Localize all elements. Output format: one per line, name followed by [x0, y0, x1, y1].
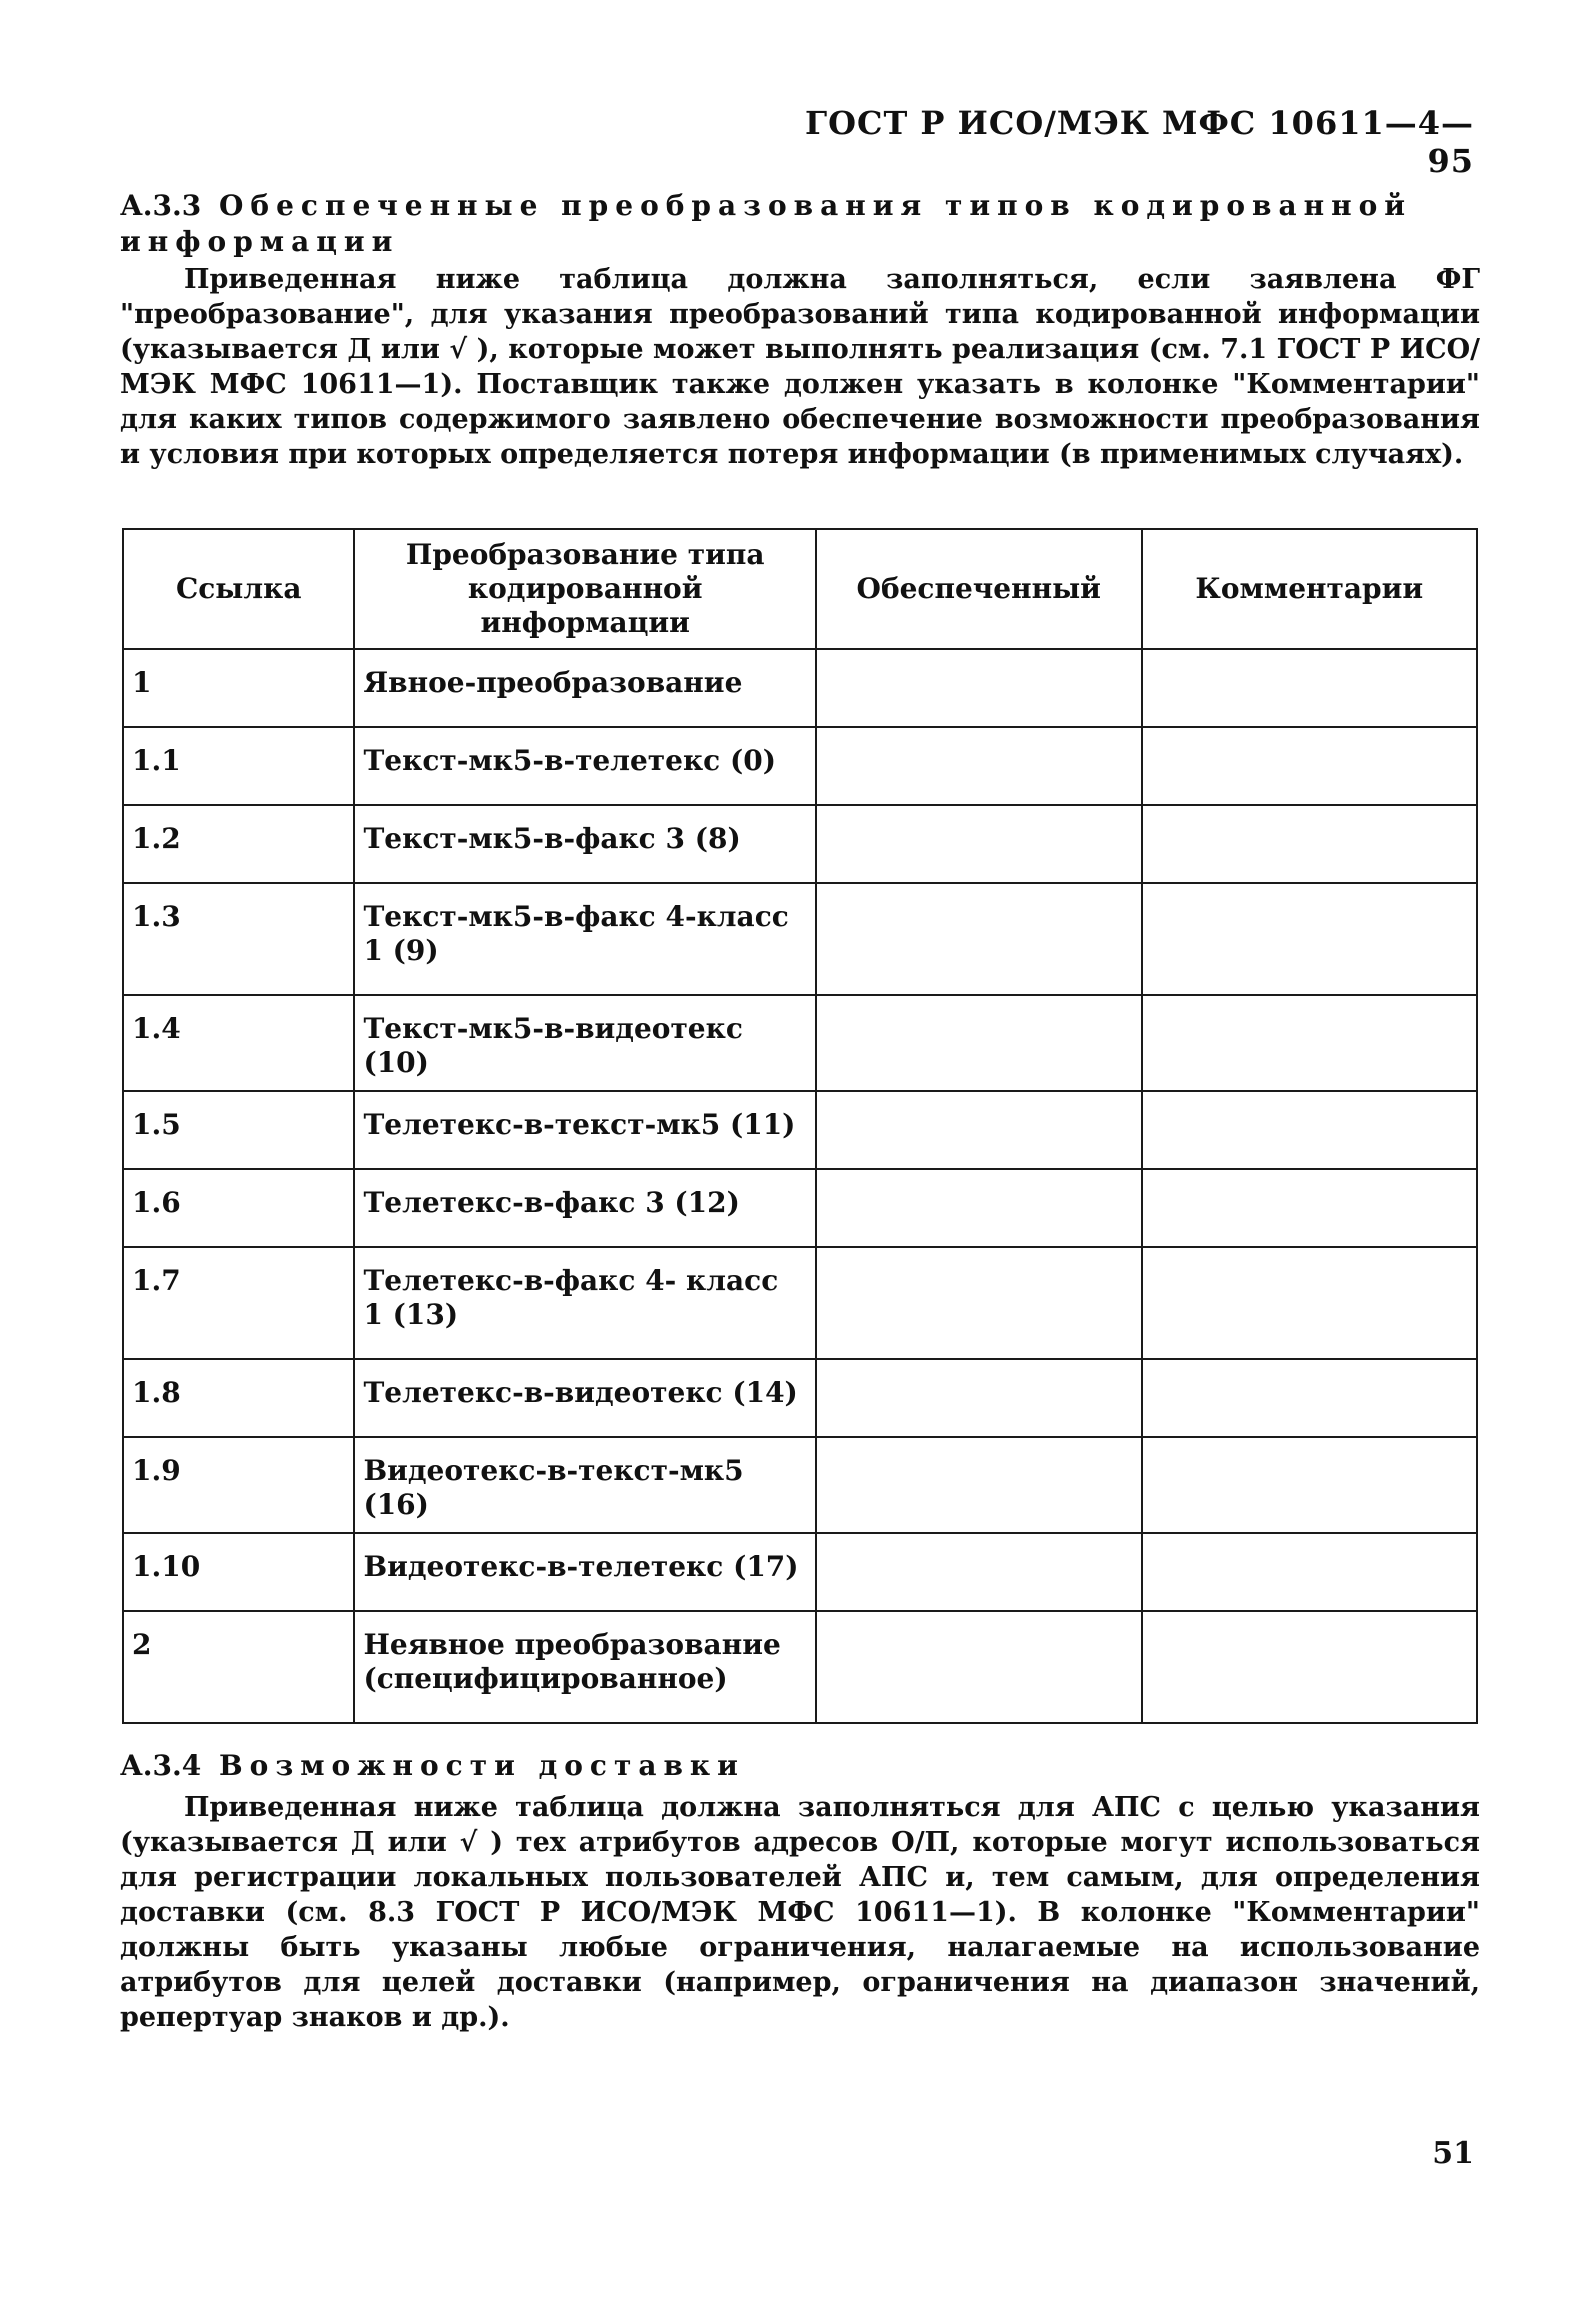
supported-cell: [816, 1091, 1142, 1169]
ref-cell: 1.7: [123, 1247, 354, 1359]
comments-cell: [1142, 1437, 1477, 1533]
section-heading-a33: [120, 188, 1480, 260]
conversion-cell: Телетекс-в-видеотекс (14): [354, 1359, 815, 1437]
table-row: [123, 1091, 1477, 1169]
ref-cell: 1.4: [123, 995, 354, 1091]
table-row: [123, 649, 1477, 727]
table-row: [123, 883, 1477, 995]
table-row: [123, 995, 1477, 1091]
supported-cell: [816, 1533, 1142, 1611]
column-header-ref: Ссылка: [123, 529, 354, 649]
section-title: Обеспеченные преобразования типов кодированной информации: [120, 189, 1413, 258]
supported-cell: [816, 1247, 1142, 1359]
comments-cell: [1142, 1359, 1477, 1437]
supported-cell: [816, 1611, 1142, 1723]
table-row: [123, 1437, 1477, 1533]
comments-cell: [1142, 1091, 1477, 1169]
comments-cell: [1142, 1169, 1477, 1247]
table-row: [123, 1611, 1477, 1723]
conversion-cell: Телетекс-в-факс 4- класс 1 (13): [354, 1247, 815, 1359]
supported-cell: [816, 995, 1142, 1091]
table-row: [123, 1247, 1477, 1359]
ref-cell: 1.6: [123, 1169, 354, 1247]
ref-cell: 1.3: [123, 883, 354, 995]
conversion-cell: Текст-мк5-в-видеотекс (10): [354, 995, 815, 1091]
section-title: Возможности доставки: [219, 1749, 745, 1782]
supported-cell: [816, 805, 1142, 883]
comments-cell: [1142, 649, 1477, 727]
supported-cell: [816, 727, 1142, 805]
page-number: 51: [1432, 2136, 1474, 2171]
table-row: [123, 727, 1477, 805]
comments-cell: [1142, 1533, 1477, 1611]
supported-cell: [816, 1437, 1142, 1533]
column-header-supported: Обеспеченный: [816, 529, 1142, 649]
comments-cell: [1142, 727, 1477, 805]
ref-cell: 1.2: [123, 805, 354, 883]
supported-cell: [816, 1359, 1142, 1437]
table-row: [123, 1533, 1477, 1611]
conversion-cell: Видеотекс-в-текст-мк5 (16): [354, 1437, 815, 1533]
section-number: А.3.3: [120, 189, 202, 222]
supported-cell: [816, 883, 1142, 995]
conversion-cell: Неявное преобразование (специфицированное): [354, 1611, 815, 1723]
table-row: [123, 1359, 1477, 1437]
table-header-row: [123, 529, 1477, 649]
ref-cell: 1.1: [123, 727, 354, 805]
column-header-comments: Комментарии: [1142, 529, 1477, 649]
comments-cell: [1142, 805, 1477, 883]
column-header-conversion: Преобразование типа кодированной информации: [354, 529, 815, 649]
comments-cell: [1142, 1611, 1477, 1723]
table-row: [123, 1169, 1477, 1247]
conversion-cell: Телетекс-в-текст-мк5 (11): [354, 1091, 815, 1169]
conversion-cell: Текст-мк5-в-факс 4-класс 1 (9): [354, 883, 815, 995]
section-paragraph: Приведенная ниже таблица должна заполняться для АПС с целью указания (указывается Д или √ ) тех атрибутов адресов О/П, которые могут использоваться для регистрации локальных пользователей АПС и, тем самым, для определения доставки (см. 8.3 ГОСТ Р ИСО/МЭК МФС 10611—1). В колонке "Комментарии" должны быть указаны любые ограничения, налагаемые на использование атрибутов для целей доставки (например, ограничения на диапазон значений, репертуар знаков и др.).: [120, 1792, 1480, 2033]
ref-cell: 1.8: [123, 1359, 354, 1437]
comments-cell: [1142, 883, 1477, 995]
ref-cell: 1: [123, 649, 354, 727]
ref-cell: 1.9: [123, 1437, 354, 1533]
section-paragraph: Приведенная ниже таблица должна заполняться, если заявлена ФГ "преобразование", для указания преобразований типа кодированной информации (указывается Д или √ ), которые может выполнять реализация (см. 7.1 ГОСТ Р ИСО/МЭК МФС 10611—1). Поставщик также должен указать в колонке "Комментарии" для каких типов содержимого заявлено обеспечение возможности преобразования и условия при которых определяется потеря информации (в применимых случаях).: [120, 264, 1480, 470]
section-number: А.3.4: [120, 1749, 202, 1782]
comments-cell: [1142, 995, 1477, 1091]
running-header: ГОСТ Р ИСО/МЭК МФС 10611—4—95: [805, 104, 1474, 180]
table-row: [123, 805, 1477, 883]
conversion-cell: Явное-преобразование: [354, 649, 815, 727]
section-heading-a34: [120, 1748, 1480, 1784]
conversion-table: [122, 528, 1478, 1724]
ref-cell: 1.10: [123, 1533, 354, 1611]
conversion-cell: Текст-мк5-в-факс 3 (8): [354, 805, 815, 883]
supported-cell: [816, 1169, 1142, 1247]
conversion-cell: Видеотекс-в-телетекс (17): [354, 1533, 815, 1611]
conversion-cell: Телетекс-в-факс 3 (12): [354, 1169, 815, 1247]
conversion-cell: Текст-мк5-в-телетекс (0): [354, 727, 815, 805]
ref-cell: 2: [123, 1611, 354, 1723]
comments-cell: [1142, 1247, 1477, 1359]
ref-cell: 1.5: [123, 1091, 354, 1169]
supported-cell: [816, 649, 1142, 727]
